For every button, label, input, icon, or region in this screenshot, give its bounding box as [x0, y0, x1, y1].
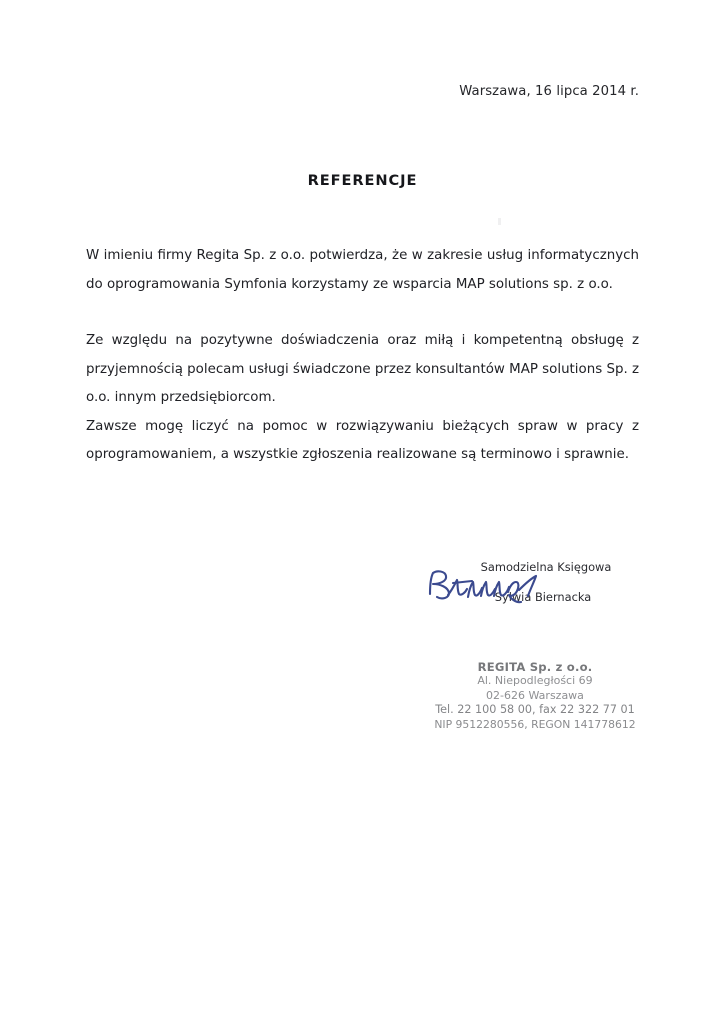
letter-body	[86, 242, 639, 470]
signature-block	[420, 560, 650, 604]
stamp-city: 02-626 Warszawa	[486, 688, 584, 702]
body-paragraph: Ze względu na pozytywne doświadczenia oraz miłą i kompetentną obsługę z przyjemnością polecam usługi świadczone przez konsultantów MAP solutions Sp. z o.o. innym przedsiębiorcom.	[86, 333, 639, 405]
scan-artifact	[498, 218, 501, 225]
date-line: Warszawa, 16 lipca 2014 r.	[459, 84, 639, 99]
company-stamp	[415, 660, 655, 732]
stamp-street: Al. Niepodległości 69	[477, 674, 593, 688]
signature-name: Sylwia Biernacka	[494, 590, 592, 604]
body-paragraph: W imieniu firmy Regita Sp. z o.o. potwierdza, że w zakresie usług informatycznych do oprogramowania Symfonia korzystamy ze wsparcia MAP solutions sp. z o.o.	[86, 248, 639, 292]
stamp-company-name: REGITA Sp. z o.o.	[477, 660, 593, 674]
signature-role: Samodzielna Księgowa	[480, 560, 612, 574]
page-title: REFERENCJE	[307, 172, 418, 189]
stamp-phone: Tel. 22 100 58 00, fax 22 322 77 01	[435, 703, 635, 717]
stamp-tax-ids: NIP 9512280556, REGON 141778612	[434, 717, 636, 731]
body-paragraph: Zawsze mogę liczyć na pomoc w rozwiązywaniu bieżących spraw w pracy z oprogramowaniem, a wszystkie zgłoszenia realizowane są terminowo i sprawnie.	[86, 418, 639, 462]
paragraph-spacer	[86, 299, 639, 327]
